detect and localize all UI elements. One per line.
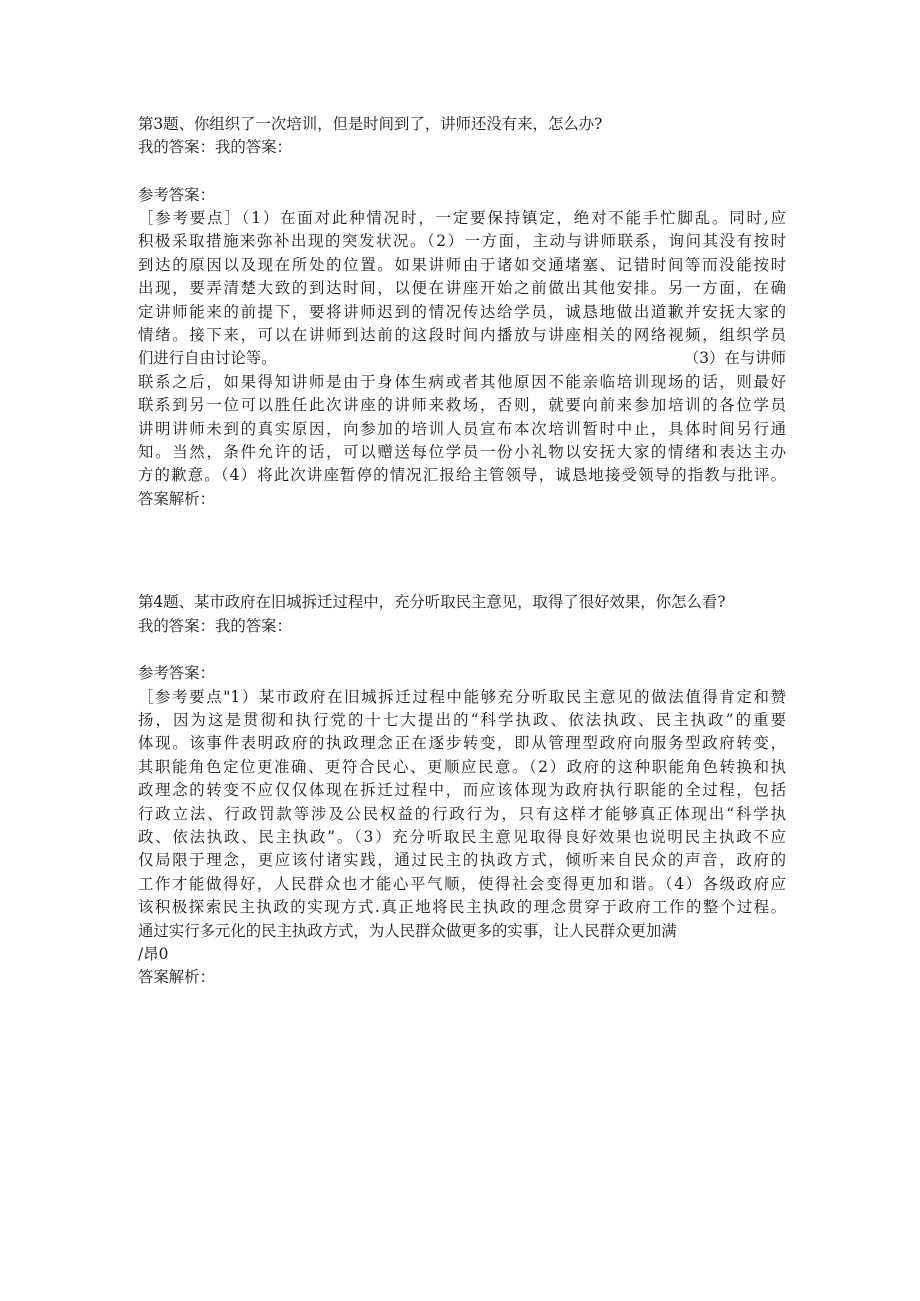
q3-answer-line-right: （3）在与讲师 [683, 349, 786, 367]
q3-answer-line: 到达的原因以及现在所处的位置。如果讲师由于诸如交通堵塞、记错时间等而没能按时 [138, 256, 786, 274]
q4-analysis-label: 答案解析： [138, 968, 215, 986]
q3-title: 第3题、你组织了一次培训，但是时间到了，讲师还没有来，怎么办? [138, 115, 603, 133]
q4-answer-line: /昂0 [138, 945, 169, 963]
q3-answer-line: ［参考要点］（1）在面对此种情况时，一定要保持镇定，绝对不能手忙脚乱。同时,应 [138, 209, 786, 227]
q3-answer-line: 方的歉意。（4）将此次讲座暂停的情况汇报给主管领导，诚恳地接受领导的指教与批评。 [138, 466, 786, 484]
q4-answer-line: 扬，因为这是贯彻和执行党的十七大提出的“科学执政、依法执政、民主执政”的重要 [138, 711, 786, 729]
q3-analysis-label: 答案解析： [138, 490, 215, 508]
q3-answer-line: 们进行自由讨论等。 [138, 349, 277, 367]
q4-answer-line: 通过实行多元化的民主执政方式，为人民群众做更多的实事，让人民群众更加满 [138, 922, 677, 940]
q4-answer-line: 工作才能做得好，人民群众也才能心平气顺，使得社会变得更加和谐。（4）各级政府应 [138, 875, 786, 893]
q3-answer-line: 定讲师能来的前提下，要将讲师迟到的情况传达给学员，诚恳地做出道歉并安抚大家的 [138, 303, 786, 321]
q4-answer-line: ［参考要点"1）某市政府在旧城拆迁过程中能够充分听取民主意见的做法值得肯定和赞 [138, 688, 786, 706]
q4-answer-line: 行政立法、行政罚款等涉及公民权益的行政行为，只有这样才能够真正体现出“科学执 [138, 805, 786, 823]
q4-answer-line: 该积极探索民主执政的实现方式.真正地将民主执政的理念贯穿于政府工作的整个过程。 [138, 898, 786, 916]
q4-answer-line: 政理念的转变不应仅仅体现在拆迁过程中，而应该体现为政府执行职能的全过程，包括 [138, 781, 786, 799]
q3-answer-line: 情绪。接下来，可以在讲师到达前的这段时间内播放与讲座相关的网络视频，组织学员 [138, 326, 786, 344]
q3-answer-line: 积极采取措施来弥补出现的突发状况。（2）一方面，主动与讲师联系，询问其没有按时 [138, 232, 786, 250]
q3-answer-line: 出现，要弄清楚大致的到达时间，以便在讲座开始之前做出其他安排。另一方面，在确 [138, 279, 786, 297]
q4-my-answer: 我的答案：我的答案： [138, 617, 292, 635]
q3-my-answer: 我的答案：我的答案： [138, 138, 292, 156]
q3-reference-label: 参考答案： [138, 186, 215, 204]
q4-title: 第4题、某市政府在旧城拆迁过程中，充分听取民主意见，取得了很好效果，你怎么看? [138, 593, 726, 611]
q3-answer-line: 联系到另一位可以胜任此次讲座的讲师来救场，否则，就要向前来参加培训的各位学员 [138, 396, 786, 414]
q4-reference-label: 参考答案： [138, 664, 215, 682]
q4-answer-line: 政、依法执政、民主执政”。（3）充分听取民主意见取得良好效果也说明民主执政不应 [138, 828, 786, 846]
q3-answer-line: 知。当然，条件允许的话，可以赠送每位学员一份小礼物以安抚大家的情绪和表达主办 [138, 443, 786, 461]
q3-answer-line-split [138, 347, 786, 371]
q3-answer-line: 讲明讲师未到的真实原因，向参加的培训人员宣布本次培训暂时中止，具体时间另行通 [138, 420, 786, 438]
q4-answer-line: 其职能角色定位更准确、更符合民心、更顺应民意。（2）政府的这种职能角色转换和执 [138, 758, 786, 776]
q4-answer-line: 仅局限于理念，更应该付诸实践，通过民主的执政方式，倾听来自民众的声音，政府的 [138, 851, 786, 869]
q3-answer-line: 联系之后，如果得知讲师是由于身体生病或者其他原因不能亲临培训现场的话，则最好 [138, 373, 786, 391]
q4-answer-line: 体现。该事件表明政府的执政理念正在逐步转变，即从管理型政府向服务型政府转变， [138, 734, 786, 752]
